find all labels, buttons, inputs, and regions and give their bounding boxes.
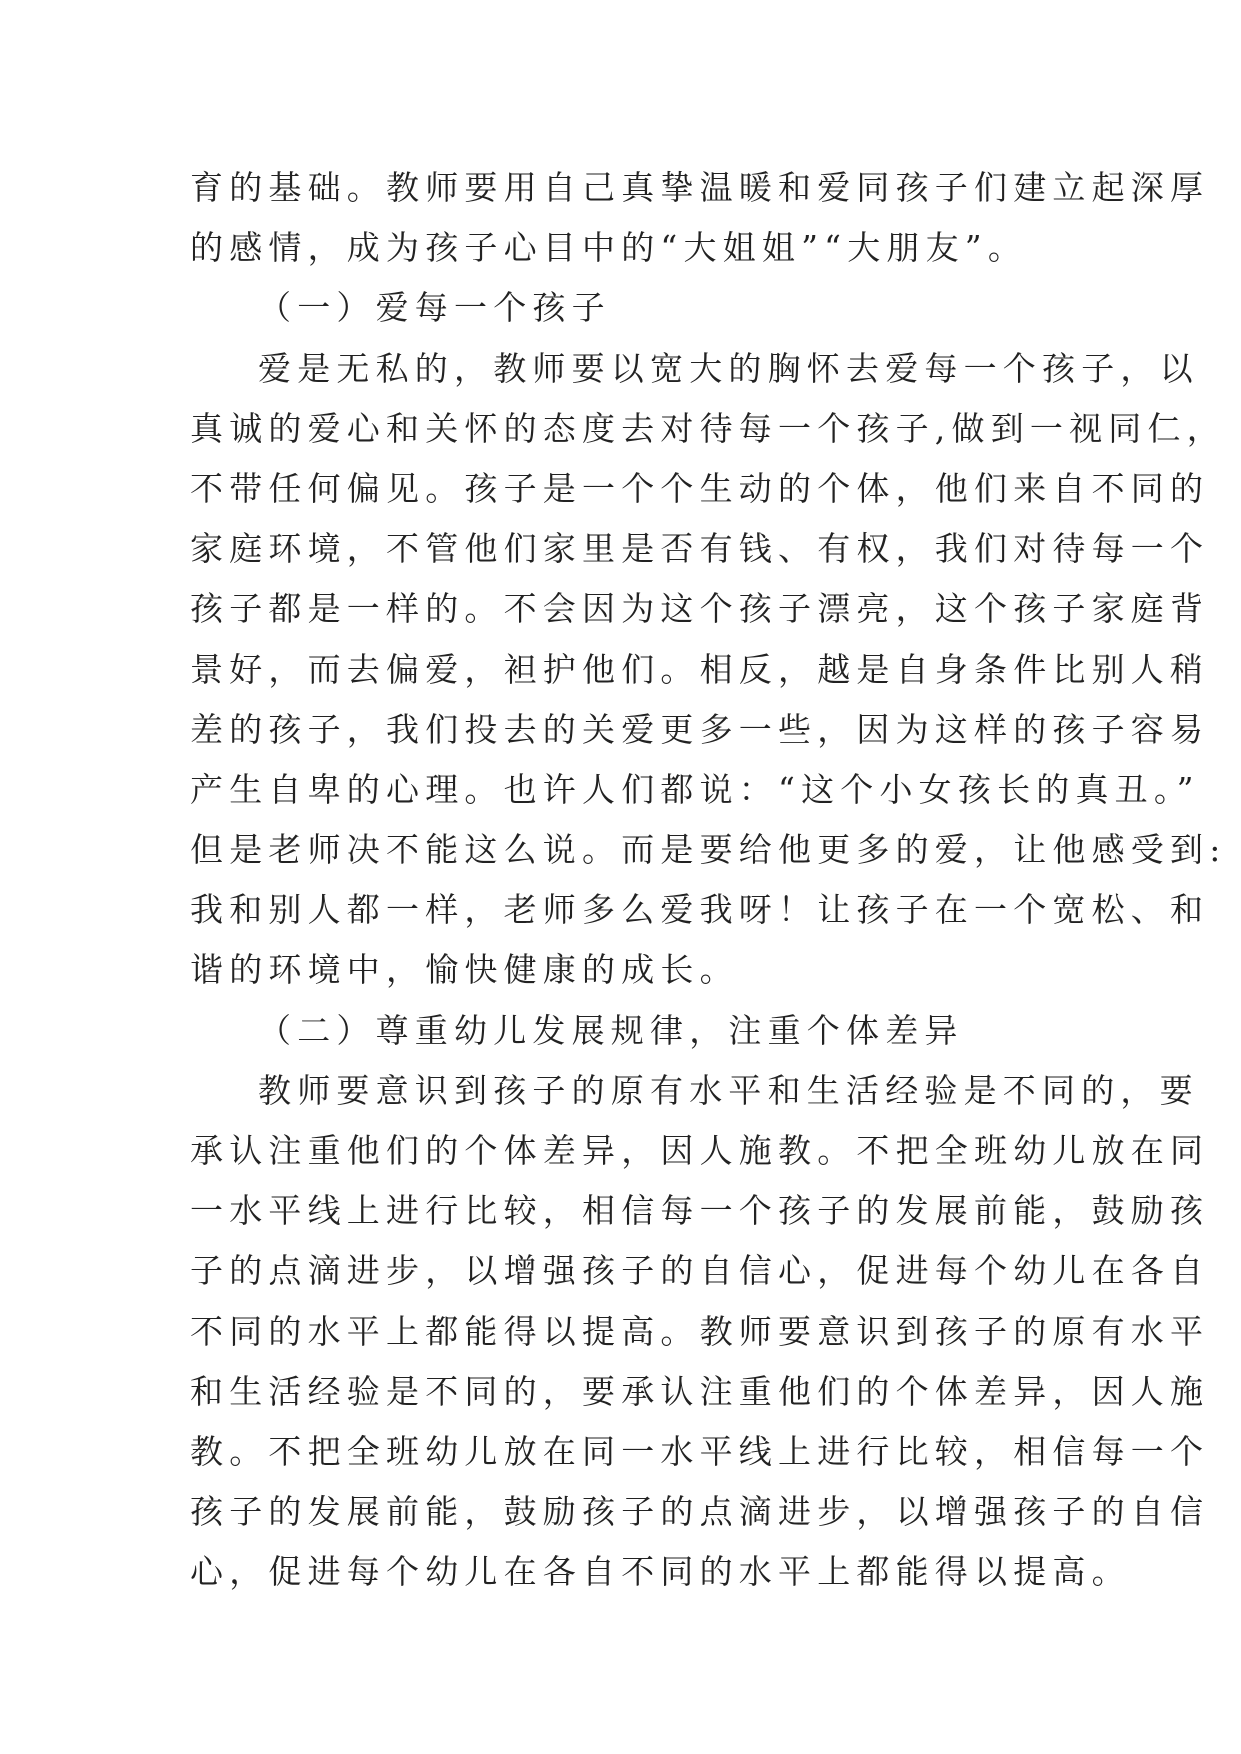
text-line: 真诚的爱心和关怀的态度去对待每一个孩子,做到一视同仁， xyxy=(190,408,1226,448)
text-line: 心，促进每个幼儿在各自不同的水平上都能得以提高。 xyxy=(190,1552,1131,1592)
text-line: 一水平线上进行比较，相信每一个孩子的发展前能，鼓励孩 xyxy=(190,1191,1210,1231)
text-line: 教师要意识到孩子的原有水平和生活经验是不同的，要 xyxy=(258,1070,1199,1110)
text-line: 育的基础。教师要用自己真挚温暖和爱同孩子们建立起深厚 xyxy=(190,168,1210,207)
text-line: 爱是无私的，教师要以宽大的胸怀去爱每一个孩子，以 xyxy=(258,348,1199,388)
text-line: 不带任何偏见。孩子是一个个生动的个体，他们来自不同的 xyxy=(190,468,1210,508)
text-line: 的感情，成为孩子心目中的“大姐姐”“大朋友”。 xyxy=(190,228,1028,268)
body-text xyxy=(190,158,1227,1603)
text-line: 景好，而去偏爱，袒护他们。相反，越是自身条件比别人稍 xyxy=(190,649,1210,689)
text-line: 家庭环境，不管他们家里是否有钱、有权，我们对待每一个 xyxy=(190,529,1210,569)
text-line: 孩子的发展前能，鼓励孩子的点滴进步，以增强孩子的自信 xyxy=(190,1492,1210,1532)
text-line: 谐的环境中，愉快健康的成长。 xyxy=(190,950,739,990)
text-line: 教。不把全班幼儿放在同一水平线上进行比较，相信每一个 xyxy=(190,1431,1210,1471)
text-line: 承认注重他们的个体差异，因人施教。不把全班幼儿放在同 xyxy=(190,1131,1210,1170)
section-heading: （一）爱每一个孩子 xyxy=(258,288,611,328)
section-heading: （二）尊重幼儿发展规律，注重个体差异 xyxy=(258,1010,964,1050)
text-line: 不同的水平上都能得以提高。教师要意识到孩子的原有水平 xyxy=(190,1311,1210,1351)
text-line: 子的点滴进步，以增强孩子的自信心，促进每个幼儿在各自 xyxy=(190,1251,1210,1291)
text-line: 我和别人都一样，老师多么爱我呀！让孩子在一个宽松、和 xyxy=(190,890,1210,930)
text-line: 孩子都是一样的。不会因为这个孩子漂亮，这个孩子家庭背 xyxy=(190,589,1210,629)
text-line: 产生自卑的心理。也许人们都说：“这个小女孩长的真丑。” xyxy=(190,769,1200,809)
text-line: 和生活经验是不同的，要承认注重他们的个体差异，因人施 xyxy=(190,1371,1210,1411)
text-line: 差的孩子，我们投去的关爱更多一些，因为这样的孩子容易 xyxy=(190,709,1210,749)
text-line: 但是老师决不能这么说。而是要给他更多的爱，让他感受到: xyxy=(190,830,1227,870)
